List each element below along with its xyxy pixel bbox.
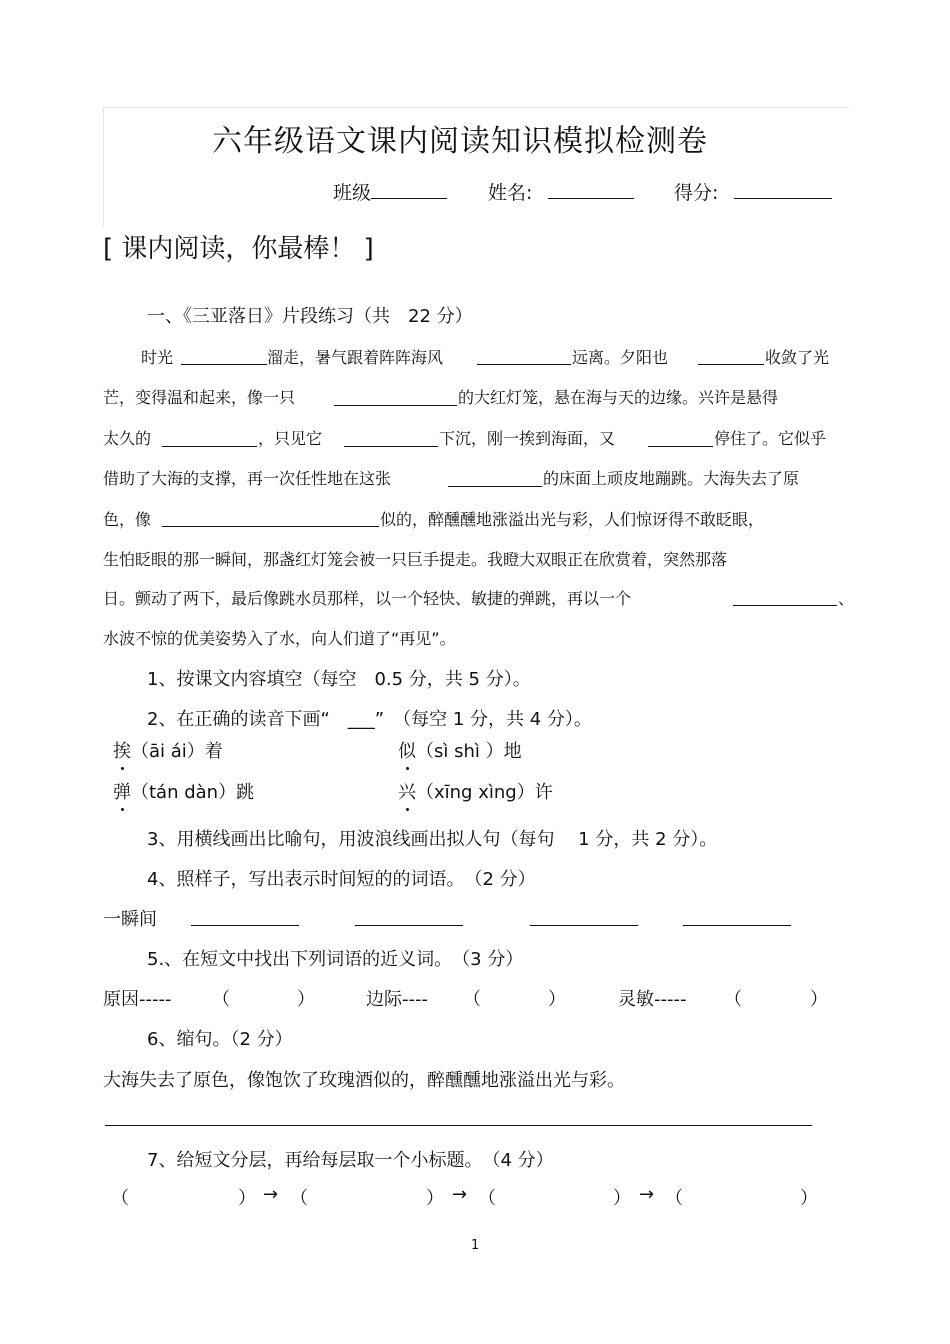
passage-text: 太久的 [103, 429, 152, 448]
passage-text: 借助了大海的支撑，再一次任性地在这张 [103, 469, 392, 488]
q6-sentence: 大海失去了原色，像饱饮了玫瑰酒似的，醉醺醺地涨溢出光与彩。 [103, 1070, 625, 1091]
answer-line[interactable] [105, 1125, 812, 1126]
passage-text: 的床面上顽皮地蹦跳。大海失去了原 [543, 469, 800, 488]
part1-heading: 一、《三亚落日》片段练习（共 22 分） [147, 306, 473, 327]
answer-paren-open[interactable]: （ [665, 1188, 683, 1209]
question-5: 5.、在短文中找出下列词语的近义词。 （3 分） [147, 949, 524, 970]
page-frame-top [103, 107, 849, 108]
answer-paren-open[interactable]: （ [290, 1188, 308, 1209]
answer-blank[interactable] [162, 446, 257, 447]
passage-text: 收敛了光 [765, 348, 830, 367]
pronunciation-item: 弹（tán dàn）跳 [113, 778, 254, 804]
answer-paren-open[interactable]: （ [724, 989, 742, 1010]
name-field: 姓名: [488, 178, 634, 205]
answer-blank[interactable] [733, 605, 837, 606]
passage-text: 时光 [141, 348, 174, 367]
passage-text: 远离。夕阳也 [572, 348, 669, 367]
answer-blank[interactable] [344, 446, 438, 447]
pronunciation-item: 兴（xīng xìng）许 [398, 778, 553, 804]
q4-example: 一瞬间 [103, 909, 157, 930]
score-field: 得分: [674, 178, 832, 205]
passage-text: 日。颤动了两下，最后像跳水员那样，以一个轻快、敏捷的弹跳，再以一个 [103, 589, 632, 608]
answer-paren-close: ） [297, 989, 315, 1010]
passage-text: 、 [838, 589, 855, 608]
answer-paren-close: ） [426, 1188, 444, 1209]
passage-text: 似的，醉醺醺地涨溢出光与彩，人们惊讶得不敢眨眼， [380, 510, 765, 529]
answer-paren-open[interactable]: （ [463, 989, 481, 1010]
passage-text: 芒，变得温和起来，像一只 [103, 388, 296, 407]
answer-blank[interactable] [448, 486, 542, 487]
pronunciation-item: 挨（āi ái）着 [113, 737, 223, 763]
synonym-item: 灵敏----- [618, 989, 687, 1010]
passage-text: 水波不惊的优美姿势入了水，向人们道了“再见”。 [103, 629, 456, 648]
passage-text: ，只见它 [258, 429, 323, 448]
class-field: 班级 [333, 178, 447, 205]
synonym-item: 边际---- [366, 989, 428, 1010]
answer-blank[interactable] [530, 925, 638, 926]
question-6: 6、缩句。（2 分） [147, 1029, 293, 1050]
answer-blank[interactable] [648, 446, 713, 447]
page-frame-left [103, 107, 104, 227]
answer-paren-close: ） [238, 1188, 256, 1209]
answer-paren-close: ） [800, 1188, 818, 1209]
arrow-icon: → [452, 1184, 468, 1205]
question-2: 2、在正确的读音下画“ ___” （每空 1 分，共 4 分）。 [147, 709, 592, 730]
passage-text: 的大红灯笼，悬在海与天的边缘。兴许是悬得 [458, 388, 779, 407]
passage-text: 色，像 [103, 510, 152, 529]
answer-paren-open[interactable]: （ [212, 989, 230, 1010]
pronunciation-item: 似（sì shì ）地 [398, 737, 522, 763]
answer-paren-open[interactable]: （ [111, 1188, 129, 1209]
page-title: 六年级语文课内阅读知识模拟检测卷 [212, 124, 708, 159]
arrow-icon: → [639, 1184, 655, 1205]
passage-text: 停住了。它似乎 [714, 429, 827, 448]
answer-blank[interactable] [355, 925, 463, 926]
answer-paren-close: ） [810, 989, 828, 1010]
answer-paren-close: ） [613, 1188, 631, 1209]
answer-blank[interactable] [334, 405, 457, 406]
answer-blank[interactable] [683, 925, 791, 926]
answer-paren-close: ） [548, 989, 566, 1010]
passage-text: 生怕眨眼的那一瞬间，那盏红灯笼会被一只巨手提走。我瞪大双眼正在欣赏着，突然那落 [103, 550, 728, 569]
section-heading: [ 课内阅读，你最棒！ ] [103, 234, 374, 264]
question-7: 7、给短文分层，再给每层取一个小标题。 （4 分） [147, 1150, 554, 1171]
question-3: 3、用横线画出比喻句，用波浪线画出拟人句（每句 1 分，共 2 分）。 [147, 829, 718, 850]
answer-blank[interactable] [181, 364, 267, 365]
answer-blank[interactable] [698, 364, 764, 365]
passage-text: 下沉，刚一挨到海面，又 [439, 429, 616, 448]
answer-paren-open[interactable]: （ [478, 1188, 496, 1209]
synonym-item: 原因----- [103, 989, 172, 1010]
answer-blank[interactable] [477, 364, 571, 365]
answer-blank[interactable] [162, 526, 379, 527]
page-number: 1 [471, 1238, 480, 1253]
question-1: 1、按课文内容填空（每空 0.5 分，共 5 分）。 [147, 669, 531, 690]
answer-blank[interactable] [191, 925, 299, 926]
passage-text: 溜走，暑气跟着阵阵海风 [267, 348, 444, 367]
arrow-icon: → [263, 1184, 279, 1205]
question-4: 4、照样子，写出表示时间短的的词语。 （2 分） [147, 869, 536, 890]
